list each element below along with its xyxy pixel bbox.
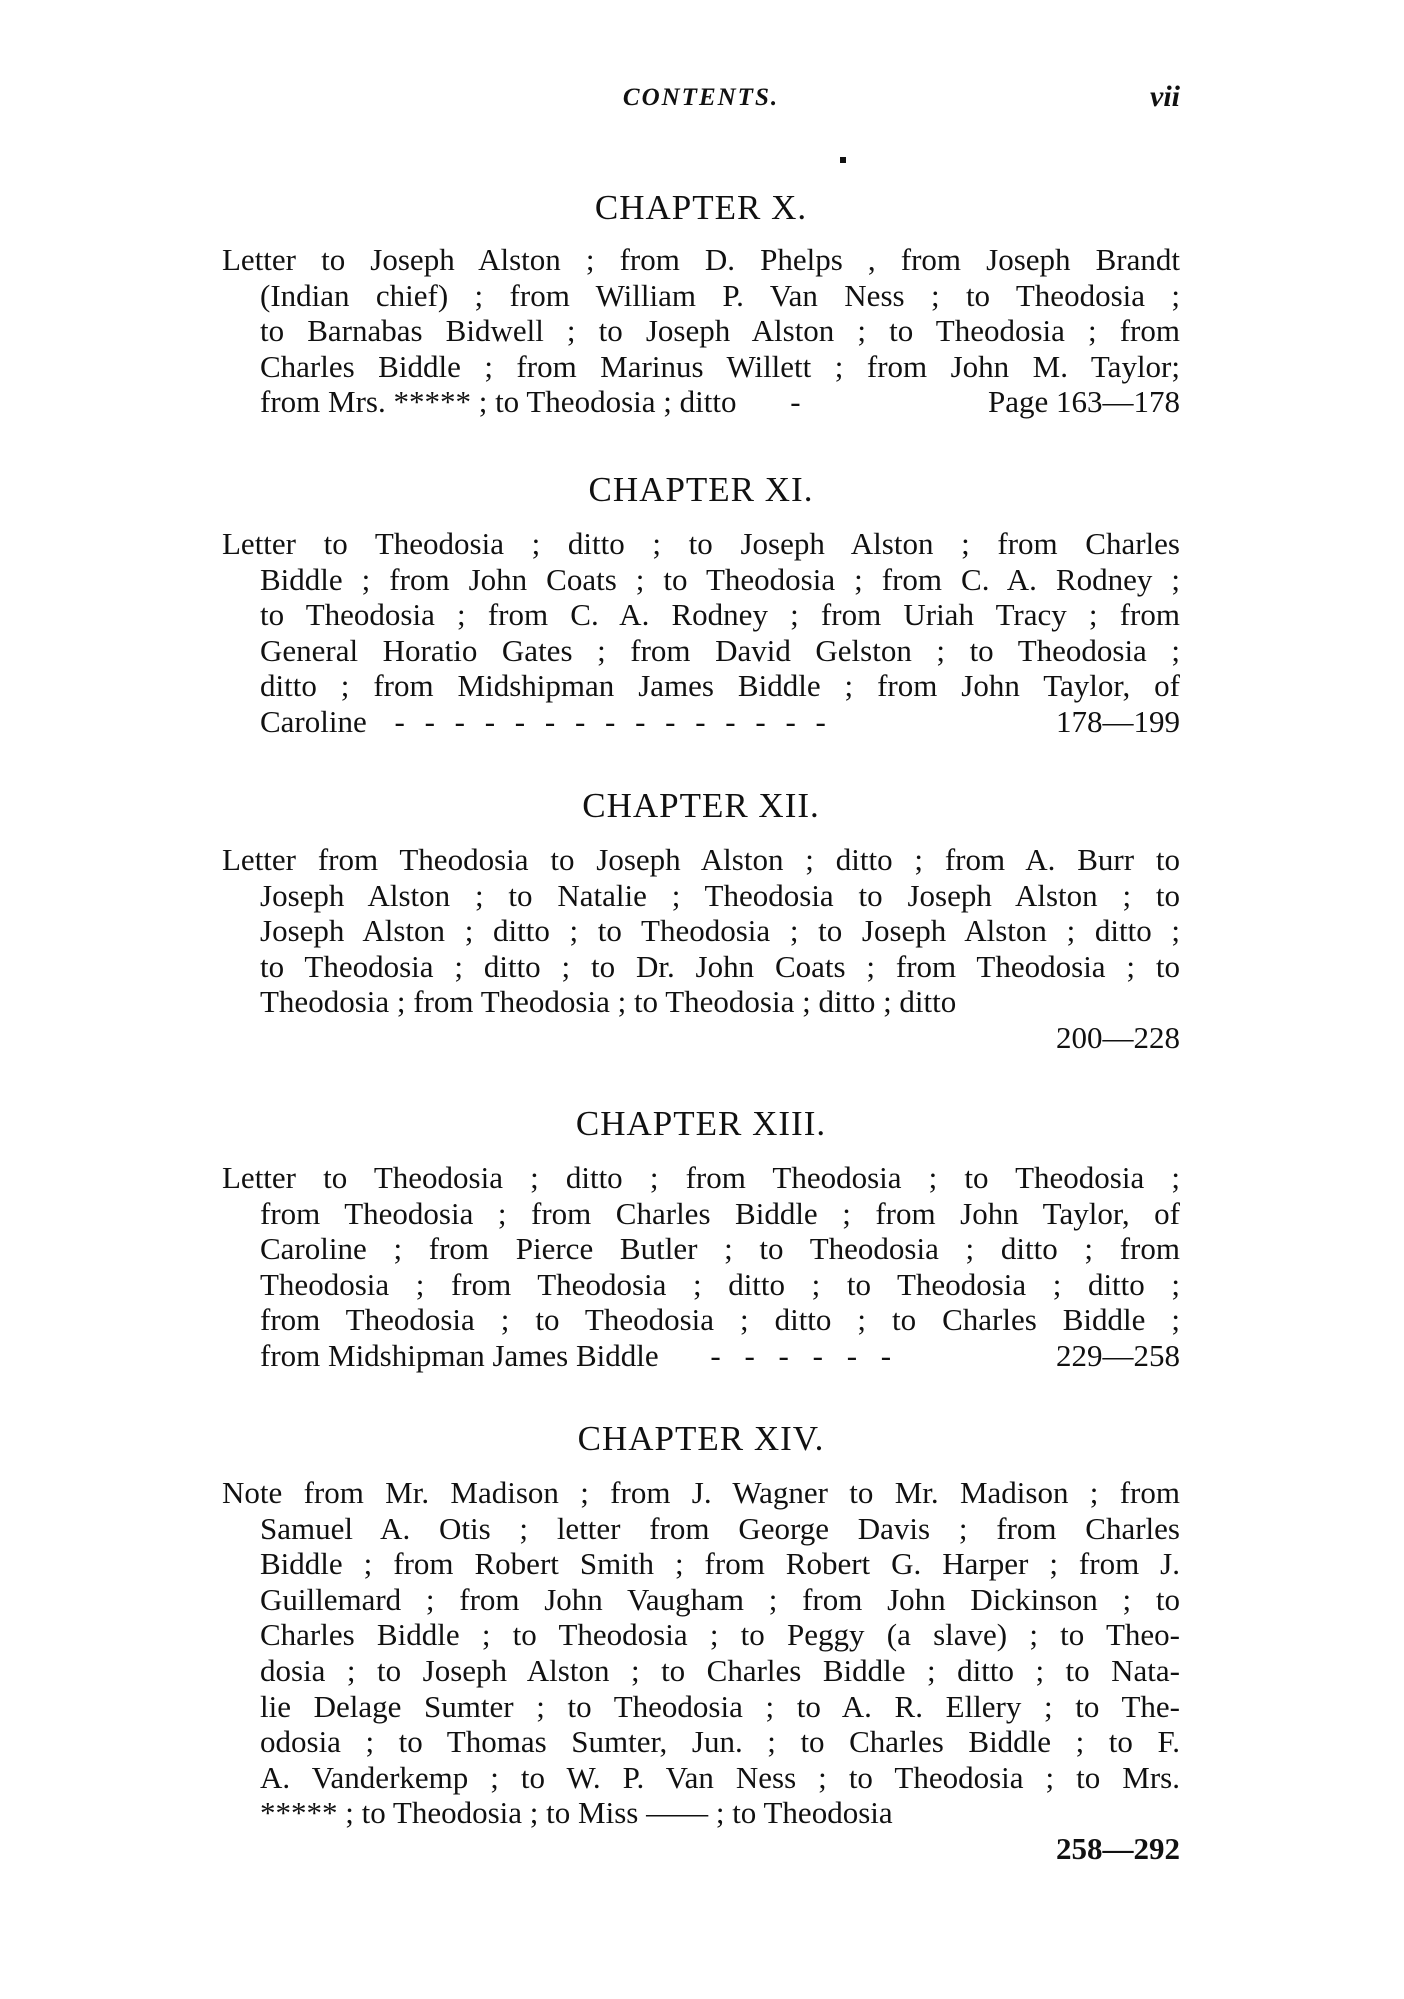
contents-line: lie Delage Sumter ; to Theodosia ; to A. R. Ellery ; to The- xyxy=(260,1688,1180,1724)
contents-line-text: from Midshipman James Biddle xyxy=(260,1337,659,1373)
chapter-xiii xyxy=(222,1098,1180,1374)
contents-line: to Theodosia ; ditto ; to Dr. John Coats ; from Theodosia ; to xyxy=(260,948,1180,984)
contents-line: from Theodosia ; from Charles Biddle ; from John Taylor, of xyxy=(260,1195,1180,1231)
contents-line: A. Vanderkemp ; to W. P. Van Ness ; to Theodosia ; to Mrs. xyxy=(260,1759,1180,1795)
contents-line: Charles Biddle ; from Marinus Willett ; from John M. Taylor; xyxy=(260,348,1180,384)
contents-line: ***** ; to Theodosia ; to Miss —— ; to Theodosia xyxy=(260,1795,893,1831)
contents-line: Theodosia ; from Theodosia ; to Theodosia ; ditto ; ditto xyxy=(260,984,957,1020)
contents-line: Guillemard ; from John Vaugham ; from John Dickinson ; to xyxy=(260,1581,1180,1617)
contents-line: from Theodosia ; to Theodosia ; ditto ; to Charles Biddle ; xyxy=(260,1302,1180,1338)
chapter-xii xyxy=(222,780,1180,1056)
contents-line: Theodosia ; from Theodosia ; ditto ; to Theodosia ; ditto ; xyxy=(260,1266,1180,1302)
chapter-contents xyxy=(222,1160,1180,1374)
chapter-heading: CHAPTER XIV. xyxy=(577,1419,825,1458)
chapter-contents xyxy=(222,1475,1180,1831)
chapter-contents xyxy=(222,842,1180,1020)
contents-line: to Barnabas Bidwell ; to Joseph Alston ; to Theodosia ; from xyxy=(260,313,1180,349)
contents-line-text: from Mrs. ***** ; to Theodosia ; ditto xyxy=(260,384,737,420)
page-number: vii xyxy=(1150,80,1180,113)
contents-line: Joseph Alston ; ditto ; to Theodosia ; to Joseph Alston ; ditto ; xyxy=(260,913,1180,949)
chapter-x xyxy=(222,182,1180,420)
contents-line: to Theodosia ; from C. A. Rodney ; from Uriah Tracy ; from xyxy=(260,597,1180,633)
chapter-heading: CHAPTER XII. xyxy=(582,786,820,825)
dot-leader: - - - - - - xyxy=(710,1337,900,1373)
page-range: 178—199 xyxy=(1056,703,1180,739)
page-range: 229—258 xyxy=(1056,1337,1180,1373)
contents-line: Biddle ; from John Coats ; to Theodosia ; from C. A. Rodney ; xyxy=(260,561,1180,597)
contents-line xyxy=(260,704,1180,740)
chapter-heading: CHAPTER X. xyxy=(594,188,808,227)
contents-line: Joseph Alston ; to Natalie ; Theodosia to Joseph Alston ; to xyxy=(260,877,1180,913)
contents-line xyxy=(260,384,1180,420)
page-range: 258—292 xyxy=(1056,1830,1180,1866)
contents-line: Letter from Theodosia to Joseph Alston ; ditto ; from A. Burr to xyxy=(222,842,1180,877)
contents-line: (Indian chief) ; from William P. Van Ness ; to Theodosia ; xyxy=(260,277,1180,313)
contents-line: odosia ; to Thomas Sumter, Jun. ; to Charles Biddle ; to F. xyxy=(260,1724,1180,1760)
contents-line: Biddle ; from Robert Smith ; from Robert G. Harper ; from J. xyxy=(260,1546,1180,1582)
dot-leader: - - - - - - - - - - - - - - - xyxy=(394,703,832,739)
page-range: Page 163—178 xyxy=(987,384,1180,420)
contents-line: General Horatio Gates ; from David Gelston ; to Theodosia ; xyxy=(260,632,1180,668)
chapter-xiv xyxy=(222,1413,1180,1867)
contents-line: Charles Biddle ; to Theodosia ; to Peggy (a slave) ; to Theo- xyxy=(260,1617,1180,1653)
contents-line: Caroline ; from Pierce Butler ; to Theodosia ; ditto ; from xyxy=(260,1231,1180,1267)
contents-line xyxy=(260,1338,1180,1374)
contents-line: Letter to Theodosia ; ditto ; from Theodosia ; to Theodosia ; xyxy=(222,1160,1180,1195)
chapter-heading: CHAPTER XI. xyxy=(588,470,814,509)
contents-line: Letter to Theodosia ; ditto ; to Joseph Alston ; from Charles xyxy=(222,526,1180,561)
dot-leader: - xyxy=(790,384,801,420)
running-title: CONTENTS. xyxy=(622,84,780,111)
contents-line: ditto ; from Midshipman James Biddle ; from John Taylor, of xyxy=(260,668,1180,704)
running-head xyxy=(222,80,1180,124)
contents-line: dosia ; to Joseph Alston ; to Charles Biddle ; ditto ; to Nata- xyxy=(260,1652,1180,1688)
contents-line: Samuel A. Otis ; letter from George Davis ; from Charles xyxy=(260,1510,1180,1546)
chapter-heading: CHAPTER XIII. xyxy=(575,1104,827,1143)
contents-line: Note from Mr. Madison ; from J. Wagner to Mr. Madison ; from xyxy=(222,1475,1180,1510)
chapter-xi xyxy=(222,464,1180,740)
page-range: 200—228 xyxy=(1056,1019,1180,1055)
chapter-contents xyxy=(222,242,1180,420)
contents-line-text: Caroline xyxy=(260,703,367,739)
printer-dot-mark xyxy=(840,157,846,163)
chapter-contents xyxy=(222,526,1180,740)
contents-line: Letter to Joseph Alston ; from D. Phelps , from Joseph Brandt xyxy=(222,242,1180,277)
